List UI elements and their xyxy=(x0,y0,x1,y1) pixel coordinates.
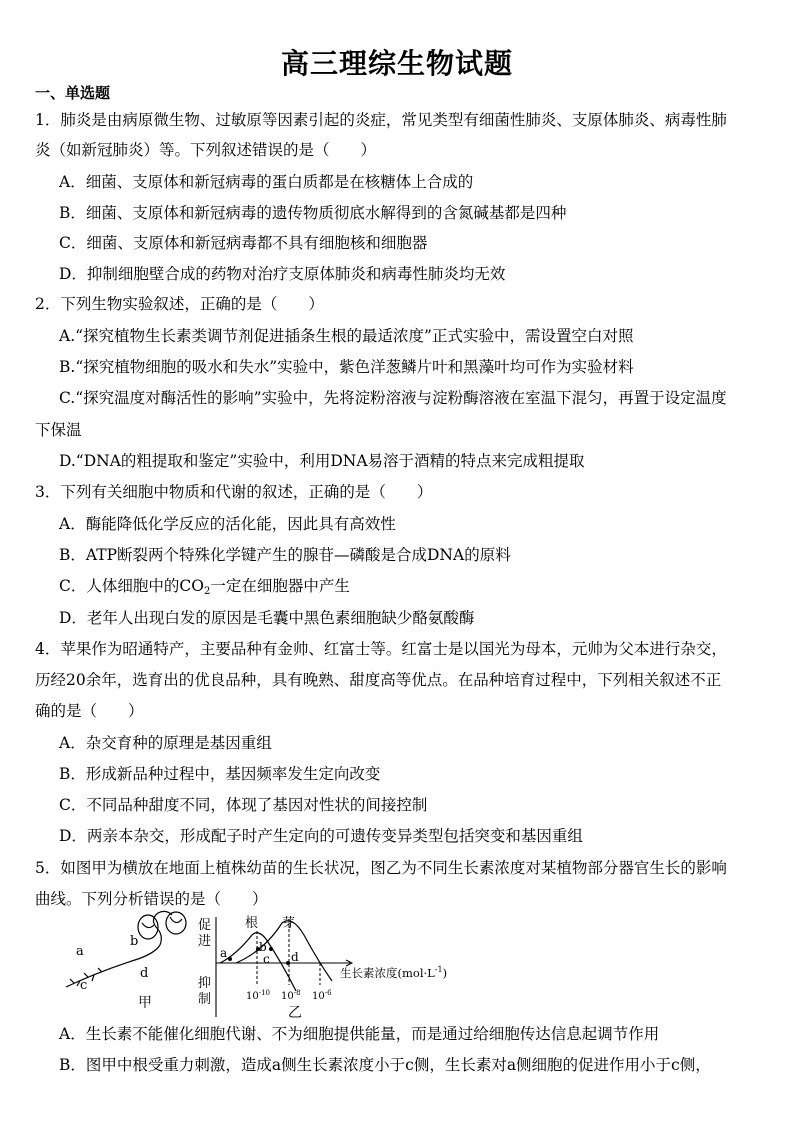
q1-stem-line2: 炎（如新冠肺炎）等。下列叙述错误的是（ ） xyxy=(35,141,377,159)
q4-stem-line2: 历经20余年，选育出的优良品种，具有晚熟、甜度高等优点。在品种培育过程中，下列相关叙述不正 xyxy=(35,671,722,689)
jia-label-c: c xyxy=(80,978,88,993)
yi-point-a: a xyxy=(220,946,228,960)
jia-label-d: d xyxy=(140,966,149,981)
yi-promote-label-1: 促 xyxy=(198,918,212,933)
q5-stem-line1: 5．如图甲为横放在地面上植株幼苗的生长状况，图乙为不同生长素浓度对某植物部分器官生长的影响 xyxy=(35,859,727,877)
cotyledon-detail xyxy=(142,917,182,928)
q4-stem-line3: 确的是（ ） xyxy=(35,702,144,720)
q4-stem-line1: 4．苹果作为昭通特产，主要品种有金帅、红富士等。红富士是以国光为母本，元帅为父本进行杂交， xyxy=(35,640,727,658)
point-a xyxy=(228,957,232,961)
jia-label-b: b xyxy=(130,934,139,949)
q4-option-c: C．不同品种甜度不同，体现了基因对性状的间接控制 xyxy=(59,796,428,814)
figure-yi-label: 乙 xyxy=(288,1005,302,1021)
point-d xyxy=(286,961,290,965)
q1-option-c: C．细菌、支原体和新冠病毒都不具有细胞核和细胞器 xyxy=(59,234,428,252)
figure-jia xyxy=(66,911,186,987)
q2-option-d: D.“DNA的粗提取和鉴定”实验中，利用DNA易溶于酒精的特点来完成粗提取 xyxy=(59,452,585,470)
yi-inhibit-label-1: 抑 xyxy=(198,976,212,991)
q5-figure xyxy=(60,905,460,1023)
q1-stem-line1: 1．肺炎是由病原微生物、过敏原等因素引起的炎症，常见类型有细菌性肺炎、支原体肺炎、病毒性肺 xyxy=(35,111,727,129)
q4-option-a: A．杂交育种的原理是基因重组 xyxy=(59,734,272,752)
yi-root-label: 根 xyxy=(245,916,259,931)
yi-point-d: d xyxy=(291,950,299,964)
q5-stem-line2: 曲线。下列分析错误的是（ ） xyxy=(35,890,268,908)
q3-option-c-text: C．人体细胞中的CO xyxy=(59,577,204,595)
root-curve xyxy=(220,933,296,991)
seedling-stem xyxy=(153,911,172,945)
q3-option-d: D．老年人出现白发的原因是毛囊中黑色素细胞缺少酪氨酸酶 xyxy=(59,609,475,627)
figure-jia-label: 甲 xyxy=(138,995,152,1011)
jia-label-a: a xyxy=(76,944,84,959)
yi-tick-2: $10^{-8}$ xyxy=(281,989,301,1002)
q3-stem: 3．下列有关细胞中物质和代谢的叙述，正确的是（ ） xyxy=(35,483,433,501)
yi-point-b: b xyxy=(259,940,267,954)
q1-option-b: B．细菌、支原体和新冠病毒的遗传物质彻底水解得到的含氮碱基都是四种 xyxy=(59,204,567,222)
q4-option-d: D．两亲本杂交，形成配子时产生定向的可遗传变异类型包括突变和基因重组 xyxy=(59,827,583,845)
section-heading: 一、单选题 xyxy=(35,84,111,102)
page-title: 高三理综生物试题 xyxy=(280,47,513,80)
q4-option-b: B．形成新品种过程中，基因频率发生定向改变 xyxy=(59,765,381,783)
q3-option-c-subscript: 2 xyxy=(203,586,211,597)
q3-option-a: A．酶能降低化学反应的活化能，因此具有高效性 xyxy=(59,515,396,533)
q2-option-c-line1: C.“探究温度对酶活性的影响”实验中，先将淀粉溶液与淀粉酶溶液在室温下混匀，再置于设定温度 xyxy=(59,389,727,407)
yi-tick-1: $10^{-10}$ xyxy=(246,989,271,1002)
q2-option-b: B.“探究植物细胞的吸水和失水”实验中，紫色洋葱鳞片叶和黑藻叶均可作为实验材料 xyxy=(59,358,634,376)
q3-option-b: B．ATP断裂两个特殊化学键产生的腺苷—磷酸是合成DNA的原料 xyxy=(59,546,511,564)
figure-yi xyxy=(216,917,352,1017)
q5-option-b: B．图甲中根受重力刺激，造成a侧生长素浓度小于c侧，生长素对a侧细胞的促进作用小于c侧， xyxy=(59,1056,711,1074)
yi-inhibit-label-2: 制 xyxy=(198,992,212,1007)
q2-stem: 2．下列生物实验叙述，正确的是（ ） xyxy=(35,295,324,313)
q5-option-a: A．生长素不能催化细胞代谢、不为细胞提供能量，而是通过给细胞传达信息起调节作用 xyxy=(59,1025,660,1043)
yi-bud-label: 芽 xyxy=(282,916,296,931)
q1-option-a: A．细菌、支原体和新冠病毒的蛋白质都是在核糖体上合成的 xyxy=(59,173,474,191)
q1-option-d: D．抑制细胞壁合成的药物对治疗支原体肺炎和病毒性肺炎均无效 xyxy=(59,265,506,283)
q3-option-c xyxy=(59,574,350,597)
yi-tick-3: $10^{-6}$ xyxy=(312,989,332,1002)
q2-option-c-line2: 下保温 xyxy=(35,421,82,439)
q3-option-c-text-end: 一定在细胞器中产生 xyxy=(210,577,350,595)
point-c xyxy=(269,947,273,951)
yi-point-c: c xyxy=(263,952,270,966)
q2-option-a: A.“探究植物生长素类调节剂促进插条生根的最适浓度”正式实验中，需设置空白对照 xyxy=(59,327,634,345)
yi-x-axis-label: 生长素浓度$(mol\cdot L^{-1})$ xyxy=(340,965,448,980)
yi-promote-label-2: 进 xyxy=(198,934,212,949)
